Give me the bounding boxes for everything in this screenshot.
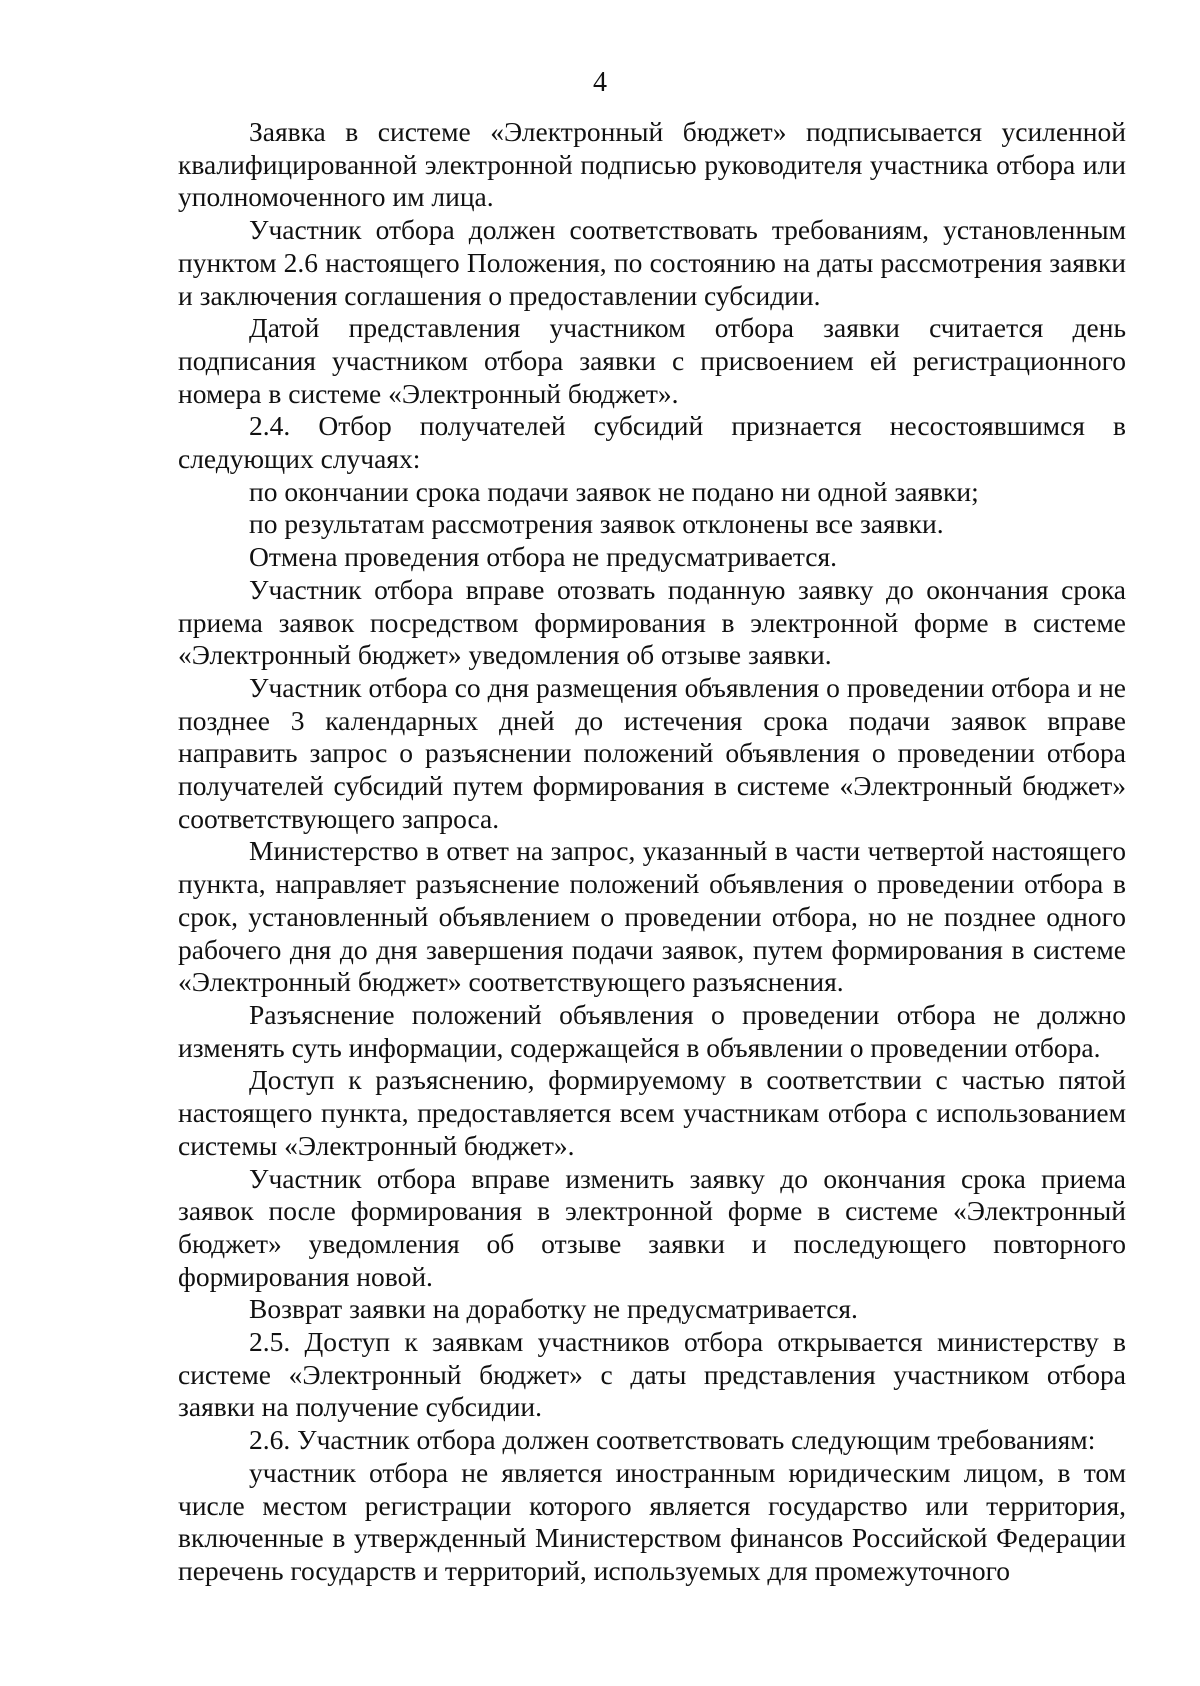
paragraph: по результатам рассмотрения заявок отклонены все заявки. — [249, 508, 944, 540]
paragraph: Датой представления участником отбора заявки считается день подписания участником отбора заявки с присвоением ей регистрационного номера в системе «Электронный бюджет». — [178, 312, 1126, 409]
page-number: 4 — [593, 67, 607, 98]
paragraph: 2.5. Доступ к заявкам участников отбора открывается министерству в системе «Электронный бюджет» с даты представления участником отбора заявки на получение субсидии. — [178, 1326, 1126, 1423]
paragraph: Участник отбора должен соответствовать требованиям, установленным пунктом 2.6 настоящего Положения, по состоянию на даты рассмотрения заявки и заключения соглашения о предоставлении субсидии. — [178, 214, 1126, 311]
paragraph: Участник отбора вправе изменить заявку до окончания срока приема заявок после формирования в электронной форме в системе «Электронный бюджет» уведомления об отзыве заявки и последующего повторного формирования новой. — [178, 1162, 1126, 1292]
paragraph: по окончании срока подачи заявок не подано ни одной заявки; — [249, 475, 979, 507]
paragraph: Участник отбора со дня размещения объявления о проведении отбора и не позднее 3 календарных дней до истечения срока подачи заявок вправе направить запрос о разъяснении положений объявления о проведении отбора получателей субсидий путем формирования в системе «Электронный бюджет» соответствующего запроса. — [178, 671, 1126, 834]
paragraph: участник отбора не является иностранным юридическим лицом, в том числе местом регистрации которого является государство или территория, включенные в утвержденный Министерством финансов Российской Федерации перечень государств и территорий, используемых для промежуточного — [178, 1456, 1126, 1586]
document-body — [178, 116, 1126, 1588]
paragraph: 2.6. Участник отбора должен соответствовать следующим требованиям: — [249, 1424, 1096, 1456]
paragraph: Возврат заявки на доработку не предусматривается. — [249, 1293, 858, 1325]
paragraph: Доступ к разъяснению, формируемому в соответствии с частью пятой настоящего пункта, предоставляется всем участникам отбора с использованием системы «Электронный бюджет». — [178, 1064, 1126, 1161]
paragraph: Министерство в ответ на запрос, указанный в части четвертой настоящего пункта, направляет разъяснение положений объявления о проведении отбора в срок, установленный объявлением о проведении отбора, но не позднее одного рабочего дня до дня завершения подачи заявок, путем формирования в системе «Электронный бюджет» соответствующего разъяснения. — [178, 835, 1126, 998]
paragraph: Участник отбора вправе отозвать поданную заявку до окончания срока приема заявок посредством формирования в электронной форме в системе «Электронный бюджет» уведомления об отзыве заявки. — [178, 573, 1126, 671]
paragraph: Отмена проведения отбора не предусматривается. — [249, 541, 838, 573]
paragraph: Разъяснение положений объявления о проведении отбора не должно изменять суть информации, содержащейся в объявлении о проведении отбора. — [178, 998, 1126, 1063]
paragraph: Заявка в системе «Электронный бюджет» подписывается усиленной квалифицированной электронной подписью руководителя участника отбора или уполномоченного им лица. — [178, 116, 1126, 213]
paragraph: 2.4. Отбор получателей субсидий признается несостоявшимся в следующих случаях: — [178, 410, 1126, 475]
